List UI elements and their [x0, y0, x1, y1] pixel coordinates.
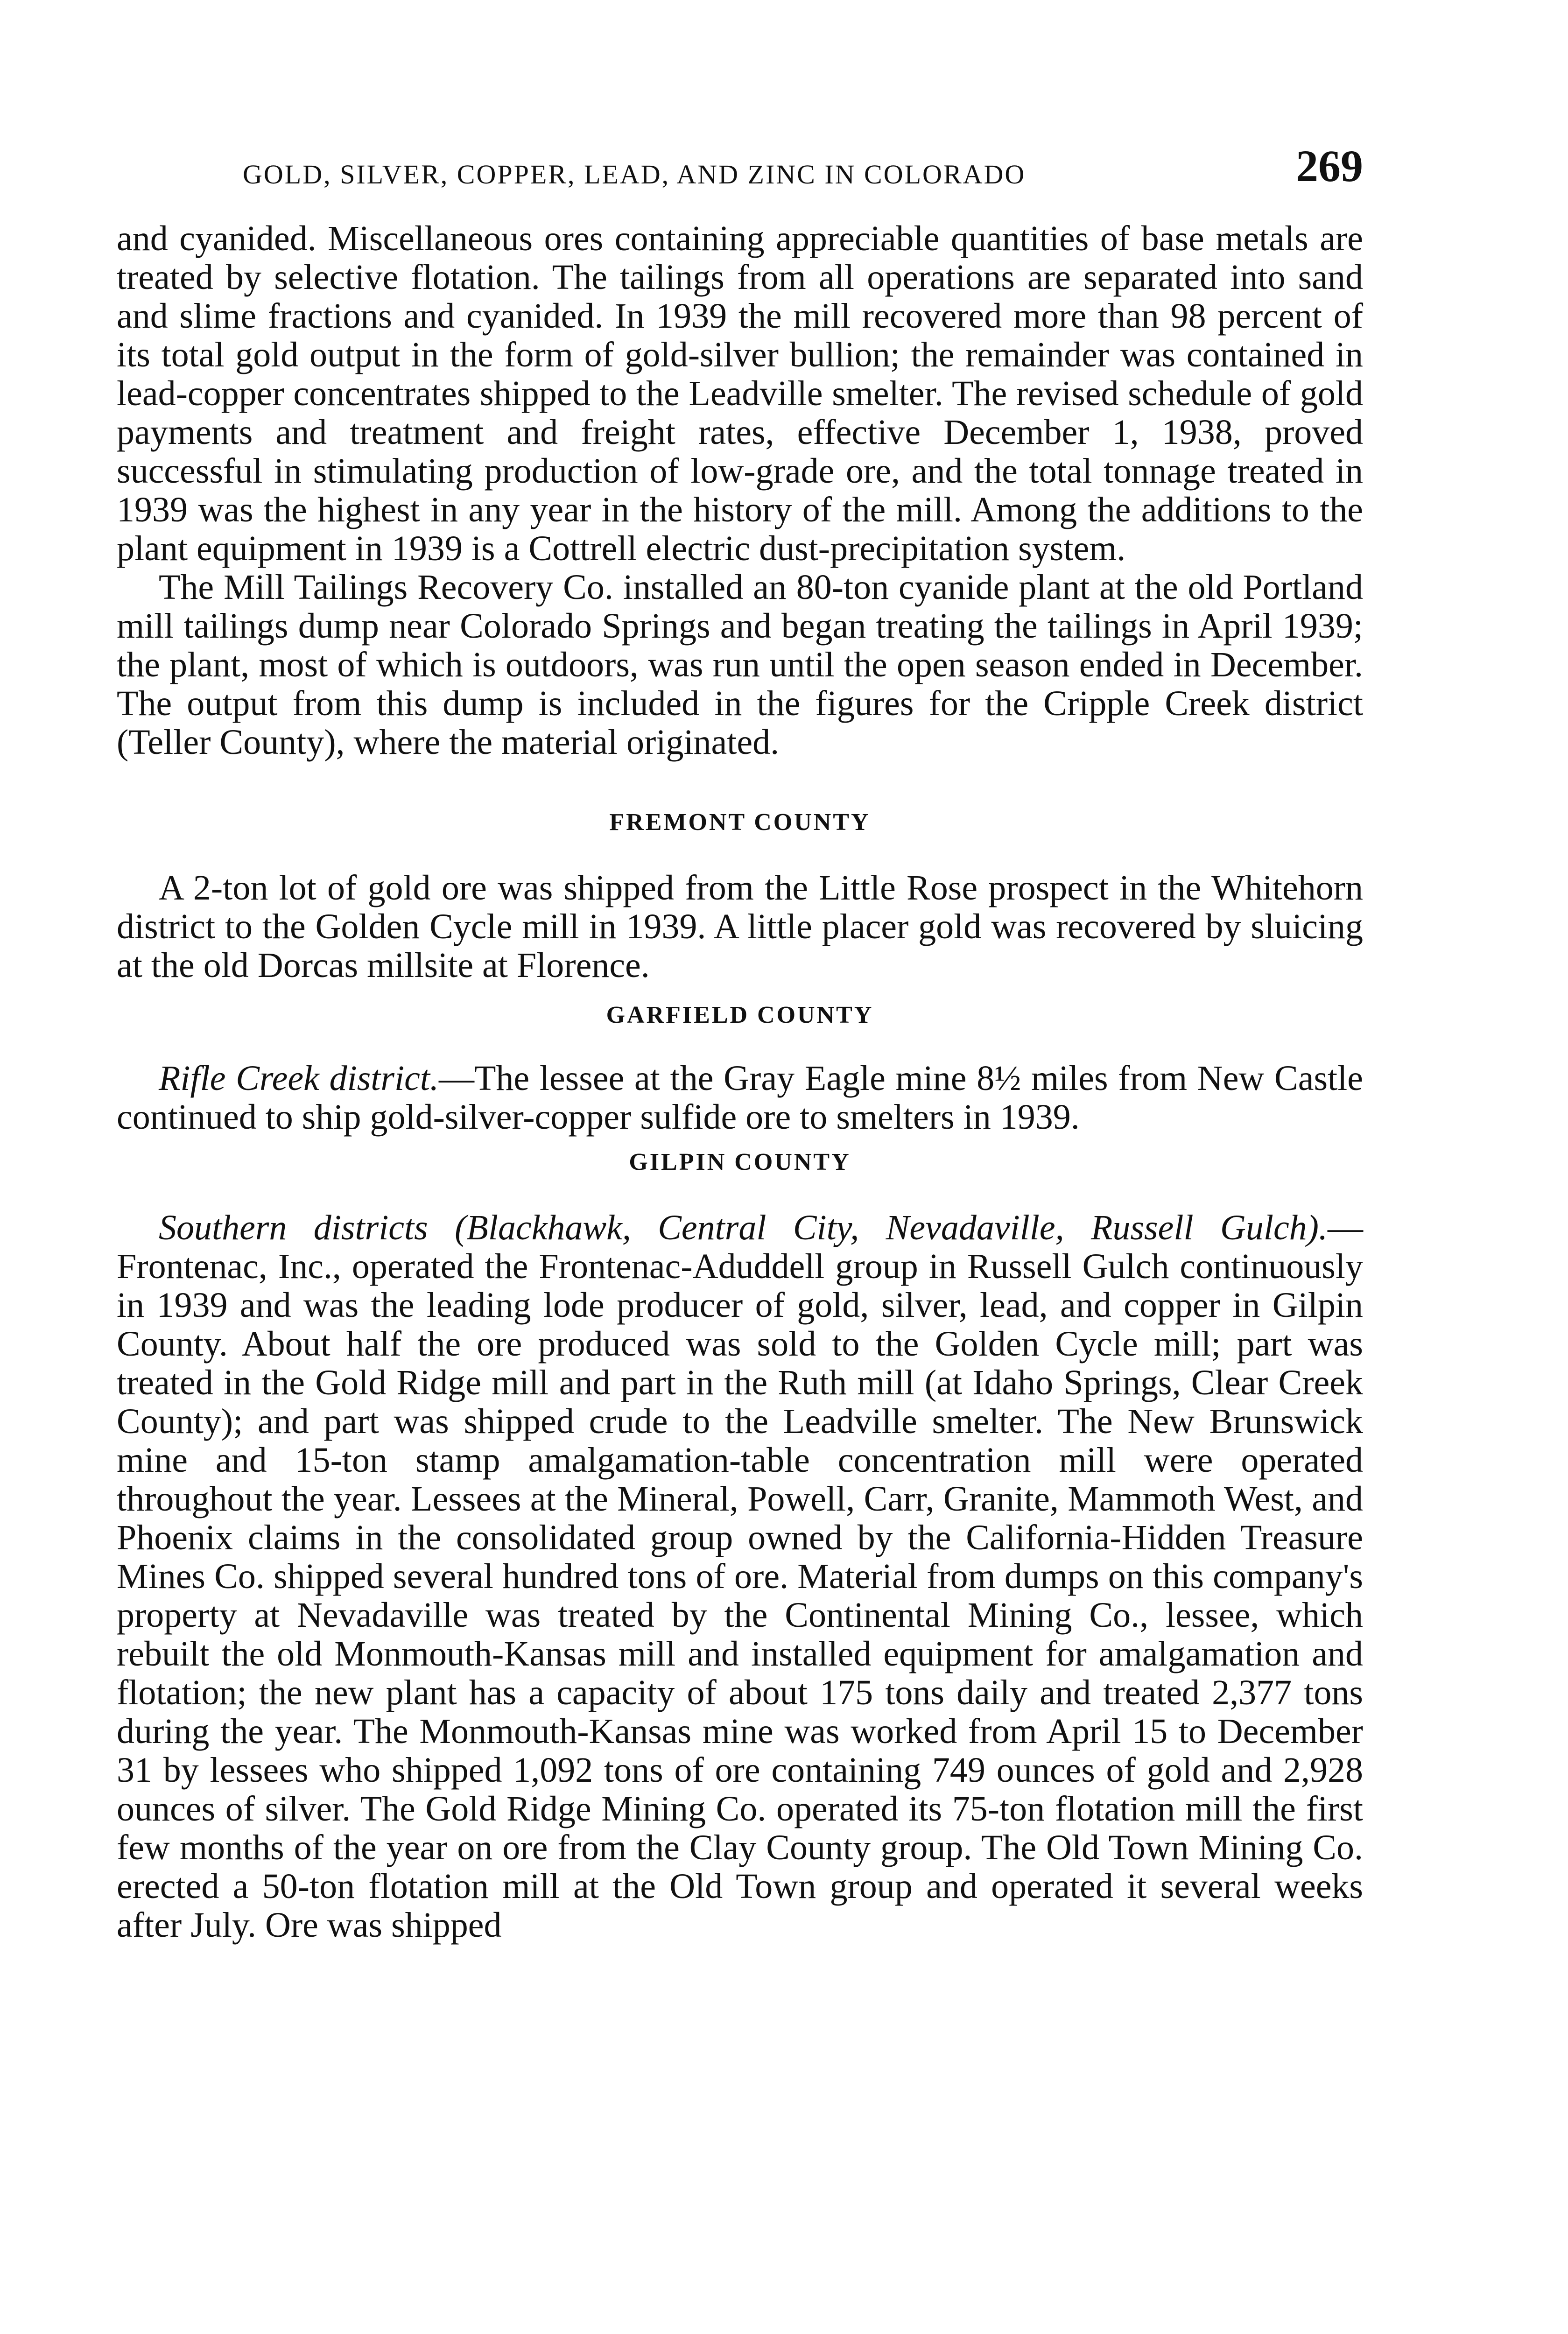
paragraph-gilpin	[117, 1209, 1363, 1945]
district-name-southern: Southern districts (Blackhawk, Central City, Nevadaville, Russell Gulch).	[159, 1208, 1328, 1247]
heading-fremont-county: FREMONT COUNTY	[609, 809, 871, 836]
running-title: GOLD, SILVER, COPPER, LEAD, AND ZINC IN COLORADO	[243, 159, 1026, 190]
paragraph-gilpin-text: —Frontenac, Inc., operated the Frontenac-Aduddell group in Russell Gulch continuously in 1939 and was the leading lode producer of gold, silver, lead, and copper in Gilpin County. About half the ore produced was sold to the Golden Cycle mill; part was treated in the Gold Ridge mill and part in the Ruth mill (at Idaho Springs, Clear Creek County); and part was shipped crude to the Leadville smelter. The New Brunswick mine and 15-ton stamp amalgamation-table concentration mill were operated throughout the year. Lessees at the Mineral, Powell, Carr, Granite, Mammoth West, and Phoenix claims in the consolidated group owned by the California-Hidden Treasure Mines Co. shipped several hundred tons of ore. Material from dumps on this company's property at Nevadaville was treated by the Continental Mining Co., lessee, which rebuilt the old Monmouth-Kansas mill and installed equipment for amalgamation and flotation; the new plant has a capacity of about 175 tons daily and treated 2,377 tons during the year. The Monmouth-Kansas mine was worked from April 15 to December 31 by lessees who shipped 1,092 tons of ore containing 749 ounces of gold and 2,928 ounces of silver. The Gold Ridge Mining Co. operated its 75-ton flotation mill the first few months of the year on ore from the Clay County group. The Old Town Mining Co. erected a 50-ton flotation mill at the Old Town group and operated it several weeks after July. Ore was shipped	[117, 1208, 1363, 1945]
paragraph-garfield	[117, 1059, 1363, 1137]
page-header	[117, 140, 1363, 205]
body-text	[117, 219, 1363, 1945]
page-number: 269	[1296, 141, 1363, 191]
paragraph-fremont: A 2-ton lot of gold ore was shipped from the Little Rose prospect in the Whitehorn district to the Golden Cycle mill in 1939. A little placer gold was recovered by sluicing at the old Dorcas millsite at Florence.	[117, 868, 1363, 985]
heading-garfield-county: GARFIELD COUNTY	[606, 1002, 874, 1028]
heading-gilpin-county: GILPIN COUNTY	[629, 1149, 851, 1175]
paragraph-garfield-text: —The lessee at the Gray Eagle mine 8½ miles from New Castle continued to ship gold-silver-copper sulfide ore to smelters in 1939.	[117, 1059, 1363, 1137]
district-name-rifle-creek: Rifle Creek district.	[159, 1059, 439, 1098]
paragraph-tailings-recovery: The Mill Tailings Recovery Co. installed an 80-ton cyanide plant at the old Portland mill tailings dump near Colorado Springs and began treating the tailings in April 1939; the plant, most of which is outdoors, was run until the open season ended in December. The output from this dump is included in the figures for the Cripple Creek district (Teller County), where the material originated.	[117, 568, 1363, 762]
paragraph-continuation: and cyanided. Miscellaneous ores containing appreciable quantities of base metals are treated by selective flotation. The tailings from all operations are separated into sand and slime fractions and cyanided. In 1939 the mill recovered more than 98 percent of its total gold output in the form of gold-silver bullion; the remainder was contained in lead-copper concentrates shipped to the Leadville smelter. The revised schedule of gold payments and treatment and freight rates, effective December 1, 1938, proved successful in stimulating production of low-grade ore, and the total tonnage treated in 1939 was the highest in any year in the history of the mill. Among the additions to the plant equipment in 1939 is a Cottrell electric dust-precipitation system.	[117, 219, 1363, 568]
